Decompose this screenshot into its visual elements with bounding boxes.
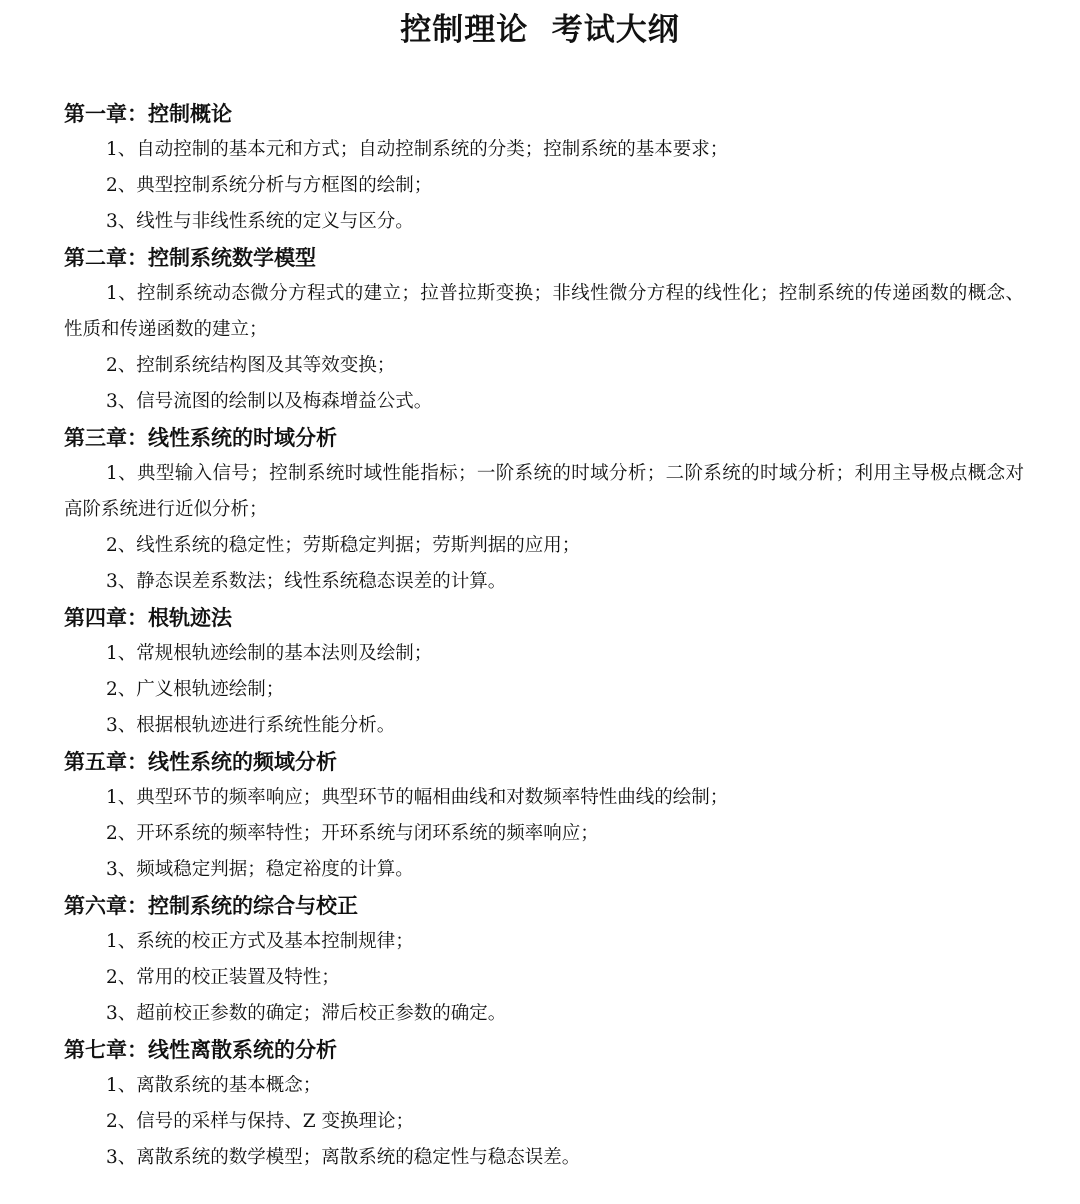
- outline-item: 1、控制系统动态微分方程式的建立；拉普拉斯变换；非线性微分方程的线性化；控制系统的传递函数的概念、性质和传递函数的建立；: [64, 283, 1024, 340]
- outline-item: 2、控制系统结构图及其等效变换；: [106, 355, 396, 376]
- outline-item: 3、离散系统的数学模型；离散系统的稳定性与稳态误差。: [106, 1147, 581, 1168]
- chapter-heading: 第四章：根轨迹法: [64, 606, 232, 630]
- outline-item: 3、线性与非线性系统的定义与区分。: [106, 211, 414, 232]
- outline-item: 2、信号的采样与保持、Z 变换理论；: [106, 1111, 415, 1132]
- outline-item: 1、典型输入信号；控制系统时域性能指标；一阶系统的时域分析；二阶系统的时域分析；利用主导极点概念对高阶系统进行近似分析；: [64, 463, 1024, 520]
- chapter-heading: 第一章：控制概论: [64, 102, 232, 126]
- chapter-heading: 第五章：线性系统的频域分析: [64, 750, 337, 774]
- chapter-4: [64, 600, 1024, 744]
- chapter-3: [64, 420, 1024, 600]
- outline-item: 1、自动控制的基本元和方式；自动控制系统的分类；控制系统的基本要求；: [106, 139, 729, 160]
- outline-item: 3、根据根轨迹进行系统性能分析。: [106, 715, 396, 736]
- outline-item: 1、常规根轨迹绘制的基本法则及绘制；: [106, 643, 433, 664]
- outline-content: [64, 96, 1024, 1176]
- outline-item: 1、典型环节的频率响应；典型环节的幅相曲线和对数频率特性曲线的绘制；: [106, 787, 729, 808]
- outline-item: 3、频域稳定判据；稳定裕度的计算。: [106, 859, 414, 880]
- outline-item: 2、开环系统的频率特性；开环系统与闭环系统的频率响应；: [106, 823, 599, 844]
- outline-item: 2、常用的校正装置及特性；: [106, 967, 340, 988]
- outline-item: 2、广义根轨迹绘制；: [106, 679, 285, 700]
- outline-item: 3、信号流图的绘制以及梅森增益公式。: [106, 391, 433, 412]
- outline-item: 2、典型控制系统分析与方框图的绘制；: [106, 175, 433, 196]
- chapter-2: [64, 240, 1024, 420]
- chapter-1: [64, 96, 1024, 240]
- chapter-heading: 第三章：线性系统的时域分析: [64, 426, 337, 450]
- outline-item: 2、线性系统的稳定性；劳斯稳定判据；劳斯判据的应用；: [106, 535, 581, 556]
- outline-item: 3、超前校正参数的确定；滞后校正参数的确定。: [106, 1003, 507, 1024]
- chapter-heading: 第二章：控制系统数学模型: [64, 246, 316, 270]
- chapter-7: [64, 1032, 1024, 1176]
- document-title: 控制理论 考试大纲: [400, 12, 680, 48]
- chapter-heading: 第六章：控制系统的综合与校正: [64, 894, 358, 918]
- chapter-6: [64, 888, 1024, 1032]
- chapter-heading: 第七章：线性离散系统的分析: [64, 1038, 337, 1062]
- outline-item: 3、静态误差系数法；线性系统稳态误差的计算。: [106, 571, 507, 592]
- outline-item: 1、离散系统的基本概念；: [106, 1075, 322, 1096]
- chapter-5: [64, 744, 1024, 888]
- outline-item: 1、系统的校正方式及基本控制规律；: [106, 931, 414, 952]
